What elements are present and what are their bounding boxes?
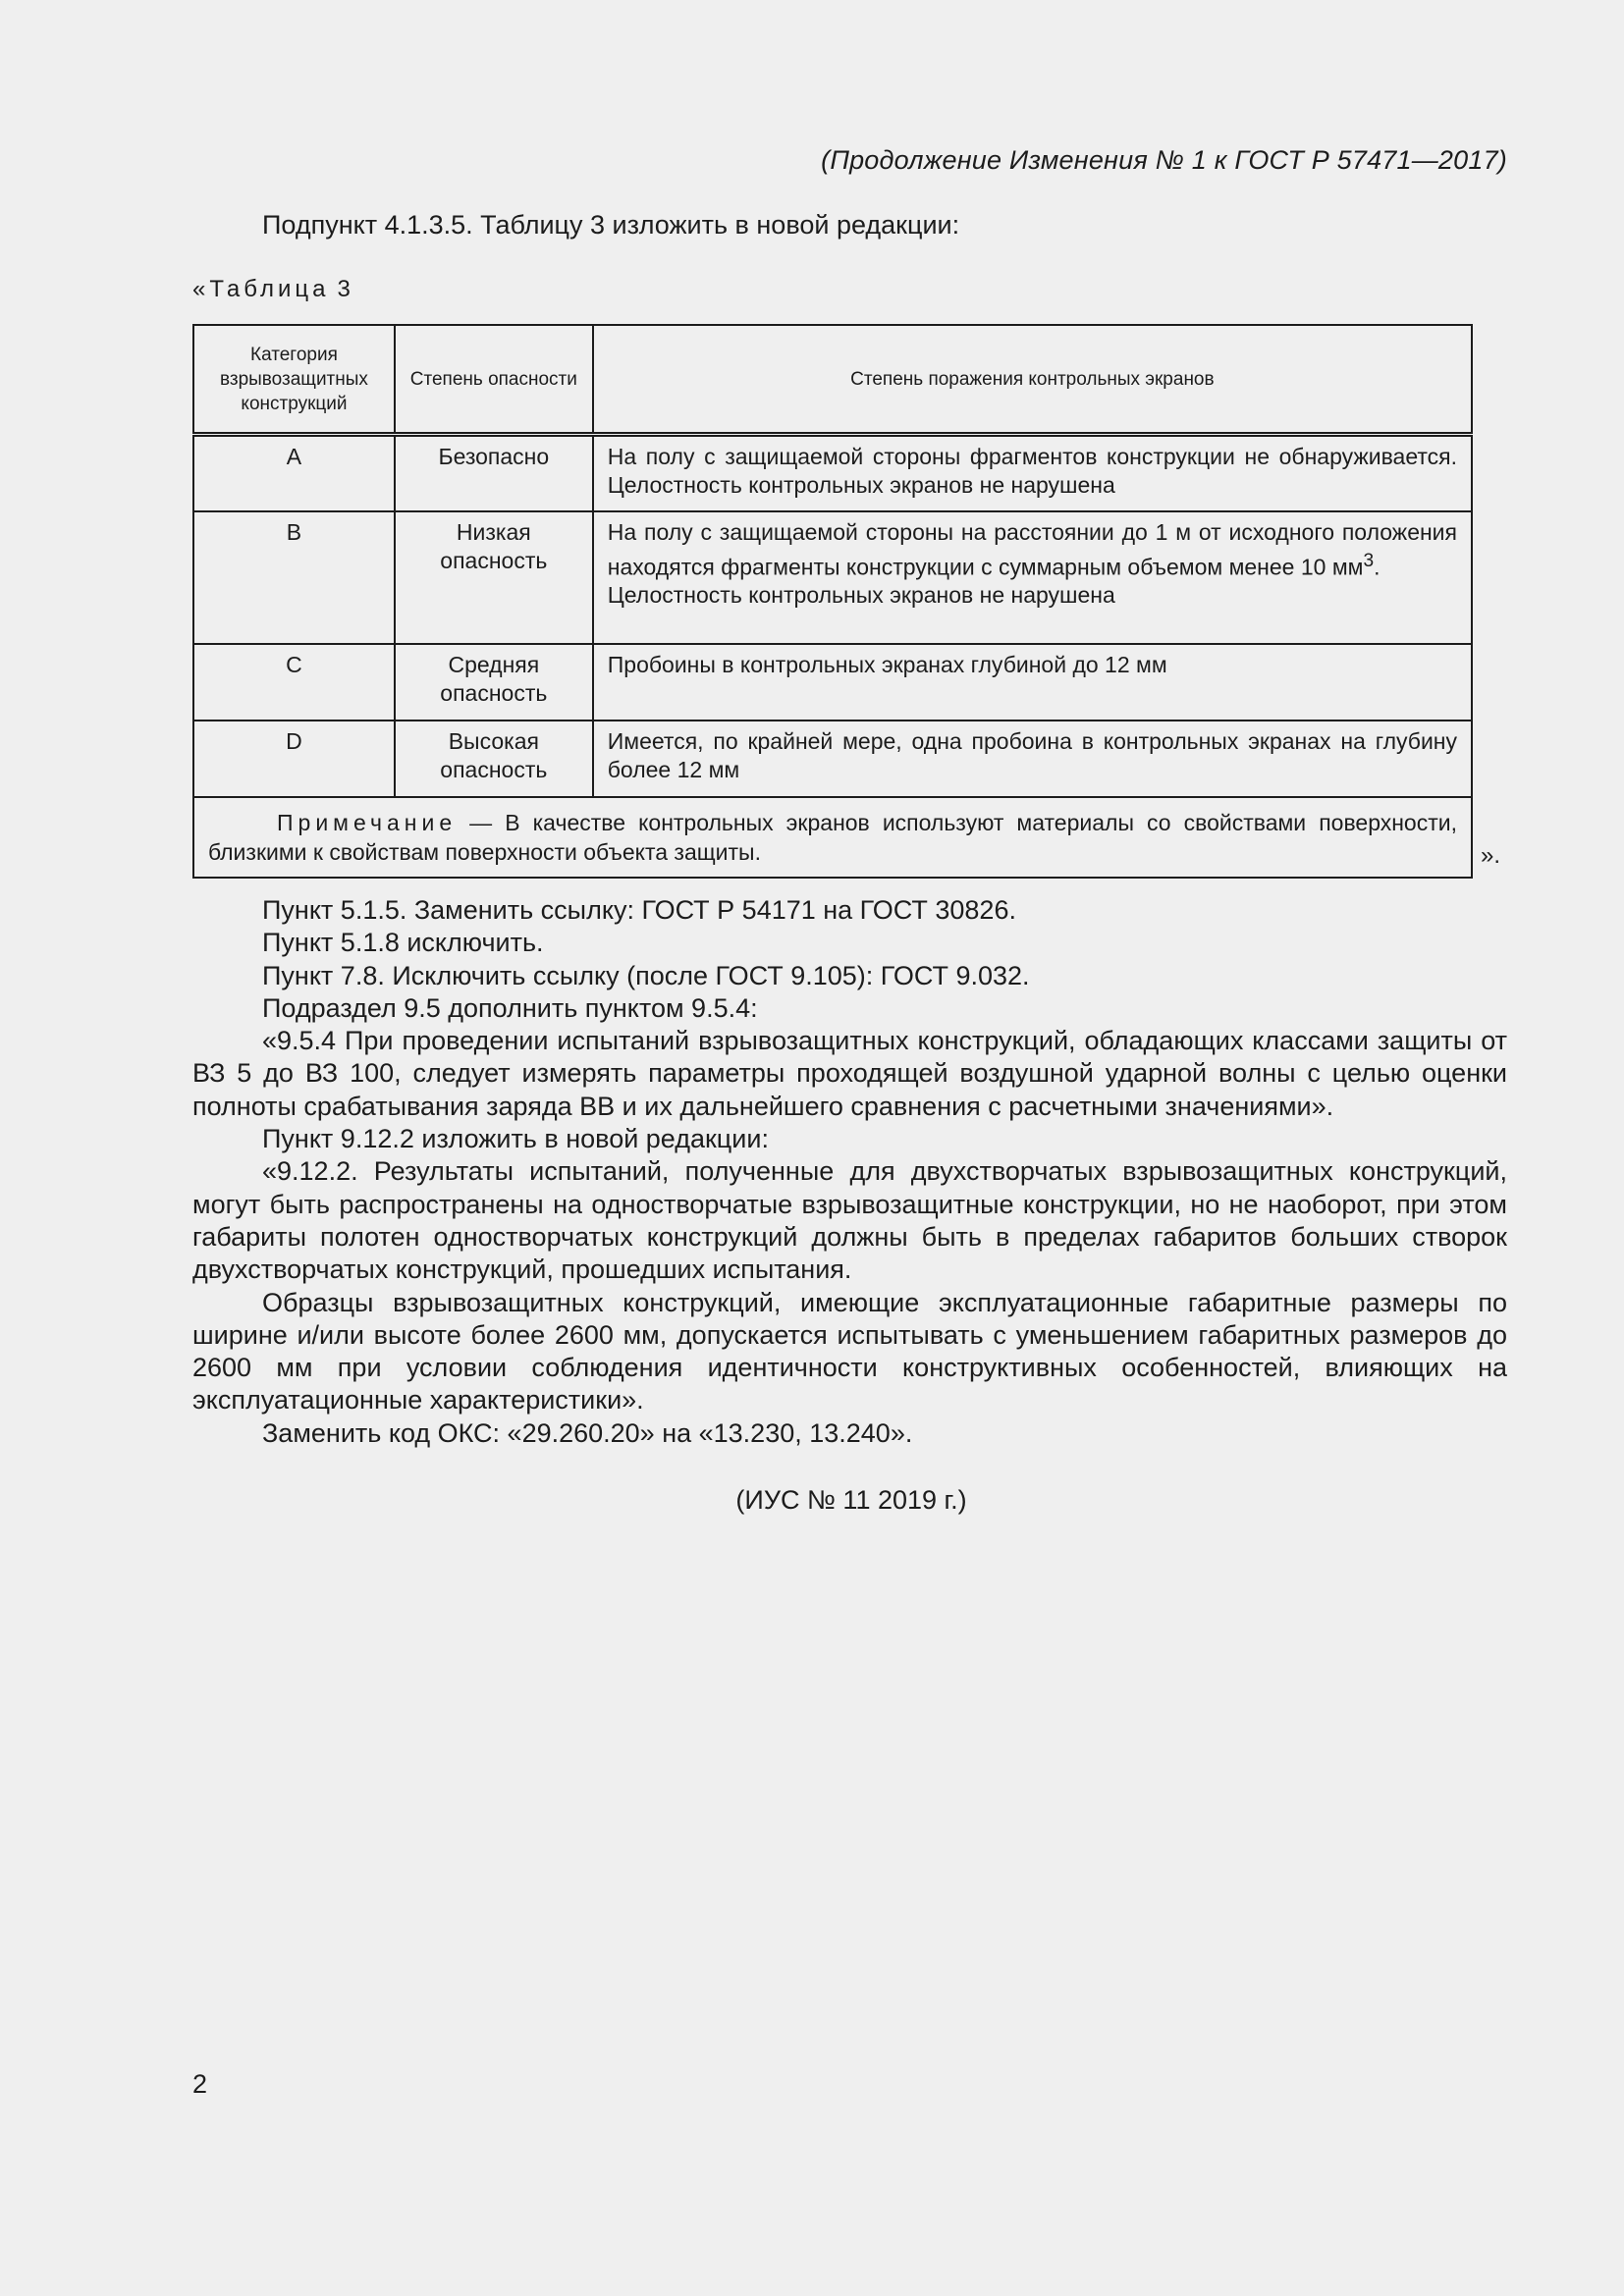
cell-danger: Высокая опасность: [395, 721, 593, 797]
page-number: 2: [192, 2069, 208, 2099]
note-label: Примечание: [277, 809, 458, 835]
intro-paragraph: Подпункт 4.1.3.5. Таблицу 3 изложить в новой редакции:: [262, 210, 960, 240]
note-text: — В качестве контрольных экранов используют материалы со свойствами поверхности, близкими к свойствам поверхности объекта защиты.: [208, 809, 1457, 865]
paragraph: Пункт 5.1.8 исключить.: [262, 928, 544, 958]
cell-category: A: [193, 435, 395, 511]
cell-damage: Имеется, по крайней мере, одна пробоина в контрольных экранах на глубину более 12 мм: [593, 721, 1472, 797]
table-note-row: [193, 797, 1472, 878]
cell-danger: Средняя опасность: [395, 644, 593, 721]
cell-category: C: [193, 644, 395, 721]
table-caption-label: «Таблица: [192, 276, 330, 302]
cell-danger: Безопасно: [395, 435, 593, 511]
paragraph: Пункт 5.1.5. Заменить ссылку: ГОСТ Р 54171 на ГОСТ 30826.: [262, 895, 1016, 925]
ius-reference: (ИУС № 11 2019 г.): [735, 1485, 967, 1515]
table-row: [193, 435, 1472, 511]
header-damage: Степень поражения контрольных экранов: [593, 325, 1472, 435]
cell-category: B: [193, 511, 395, 644]
table-note: [193, 797, 1472, 878]
paragraph: Заменить код ОКС: «29.260.20» на «13.230, 13.240».: [262, 1417, 913, 1448]
paragraph: «9.5.4 При проведении испытаний взрывозащитных конструкций, обладающих классами защиты от ВЗ 5 до ВЗ 100, следует измерять параметры проходящей воздушной ударной волны с целью оценки полноты срабатывания заряда ВВ и их дальнейшего сравнения с расчетными значениями».: [192, 1026, 1507, 1121]
paragraph: «9.12.2. Результаты испытаний, полученные для двухстворчатых взрывозащитных конструкций, могут быть распространены на одностворчатые взрывозащитные конструкции, но не наоборот, при этом габариты полотен одностворчатых конструкций должны быть в пределах габаритов больших створок двухстворчатых конструкций, прошедших испытания.: [192, 1156, 1507, 1285]
cell-danger: Низкая опасность: [395, 511, 593, 644]
cell-damage: На полу с защищаемой стороны фрагментов конструкции не обнаруживается. Целостность контрольных экранов не нарушена: [593, 435, 1472, 511]
cell-damage-end: .: [1374, 554, 1380, 580]
cell-damage: [593, 511, 1472, 644]
paragraph: Пункт 7.8. Исключить ссылку (после ГОСТ 9.105): ГОСТ 9.032.: [262, 960, 1030, 990]
table-row: [193, 721, 1472, 797]
paragraph: Пункт 9.12.2 изложить в новой редакции:: [262, 1124, 769, 1154]
paragraph: Подраздел 9.5 дополнить пунктом 9.5.4:: [262, 992, 758, 1023]
header-category: Категория взрывозащитных конструкций: [193, 325, 395, 435]
cell-category: D: [193, 721, 395, 797]
paragraph: Образцы взрывозащитных конструкций, имеющие эксплуатационные габаритные размеры по ширине и/или высоте более 2600 мм, допускается испытывать с уменьшением габаритных размеров до 2600 мм при условии соблюдения идентичности конструктивных особенностей, влияющих на эксплуатационные характеристики».: [192, 1287, 1507, 1415]
running-head: (Продолжение Изменения № 1 к ГОСТ Р 57471—2017): [821, 145, 1507, 175]
cell-damage-line2: Целостность контрольных экранов не нарушена: [607, 582, 1115, 609]
table-header-row: [193, 325, 1472, 435]
table-closing-quote: ».: [1481, 842, 1501, 869]
table-number: 3: [337, 276, 351, 302]
table-caption: [192, 276, 351, 303]
header-danger: Степень опасности: [395, 325, 593, 435]
superscript: 3: [1363, 550, 1375, 571]
table-row: [193, 644, 1472, 721]
table-3: [192, 324, 1473, 879]
body-text: [192, 894, 1507, 1450]
cell-damage-text: На полу с защищаемой стороны на расстоянии до 1 м от исходного положения находятся фрагменты конструкции с суммарным объемом менее 10 мм: [607, 518, 1457, 580]
cell-damage: Пробоины в контрольных экранах глубиной до 12 мм: [593, 644, 1472, 721]
table-row: [193, 511, 1472, 644]
